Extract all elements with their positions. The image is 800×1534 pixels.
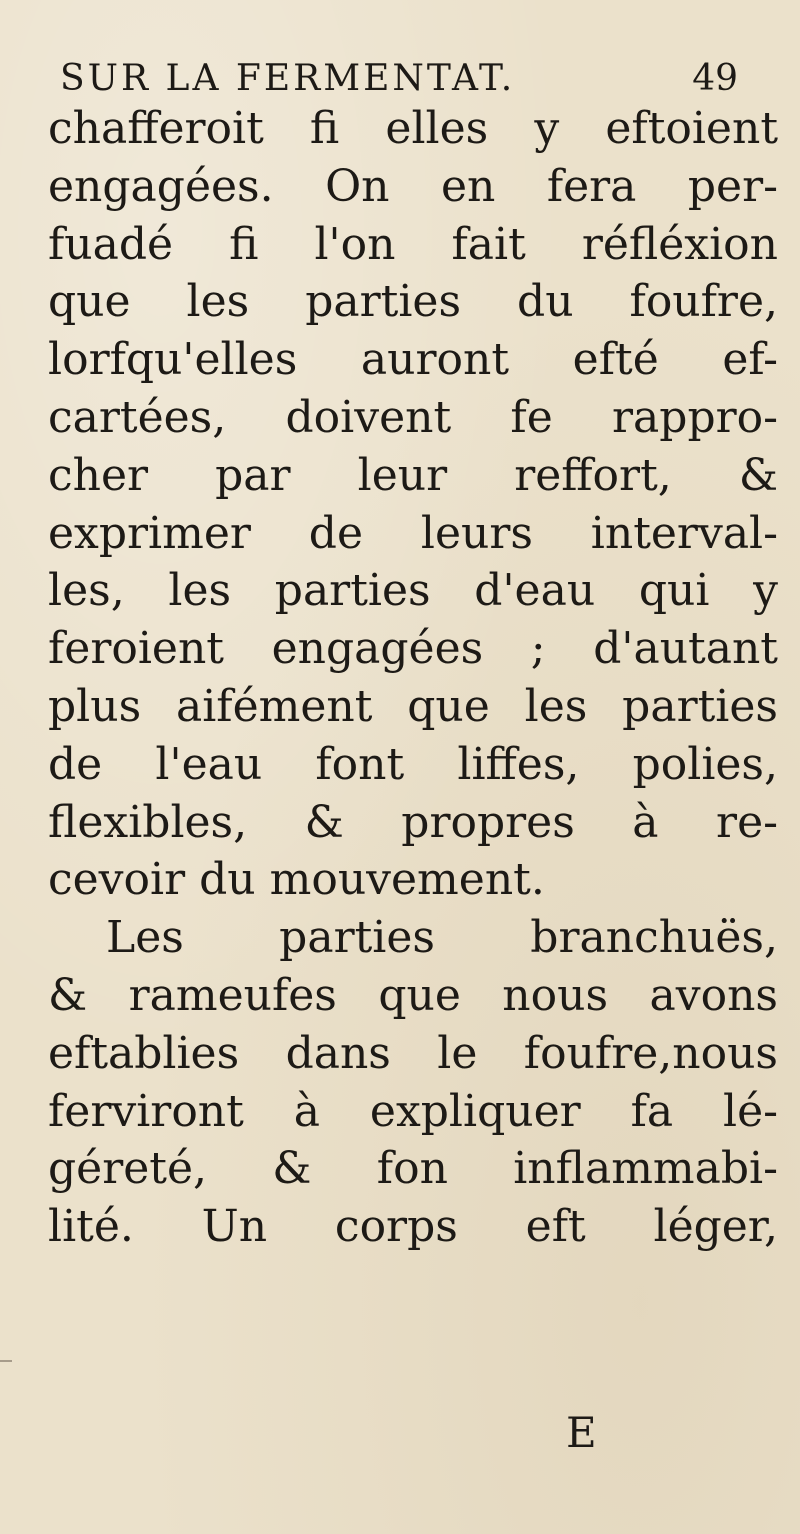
text-line: Les parties branchuës,: [106, 912, 778, 964]
text-line: cartées, doivent fe rappro-: [48, 391, 778, 443]
running-head: [60, 56, 760, 102]
text-line: cher par leur reffort, &: [48, 449, 778, 501]
text-line: eftablies dans le foufre,nous: [48, 1027, 778, 1079]
text-line: de l'eau font liffes, polies,: [48, 738, 778, 790]
text-line: cevoir du mouvement.: [48, 854, 545, 906]
text-line: les, les parties d'eau qui y: [48, 565, 778, 617]
text-line: engagées. On en fera per-: [48, 160, 778, 212]
text-line: plus aifément que les parties: [48, 680, 778, 732]
text-line: exprimer de leurs interval-: [48, 507, 778, 559]
text-line: fuadé fi l'on fait réfléxion: [48, 218, 778, 270]
text-line: chafferoit fi elles y eftoient: [48, 103, 778, 154]
text-line: feroient engagées ; d'autant: [48, 623, 778, 675]
body-text: [48, 100, 778, 1256]
text-line: lorfqu'elles auront efté ef-: [48, 334, 778, 386]
text-line: & rameufes que nous avons: [48, 969, 778, 1021]
signature-mark: E: [566, 1408, 597, 1457]
text-line: ferviront à expliquer fa lé-: [48, 1085, 778, 1137]
ink-mark: [0, 1360, 12, 1362]
running-title: SUR LA FERMENTAT.: [60, 58, 516, 99]
text-line: géreté, & fon inflammabi-: [48, 1143, 778, 1195]
page-number: 49: [692, 58, 738, 99]
text-line: que les parties du foufre,: [48, 276, 778, 328]
text-line: flexibles, & propres à re-: [48, 796, 778, 848]
text-line: lité. Un corps eft léger,: [48, 1201, 778, 1253]
